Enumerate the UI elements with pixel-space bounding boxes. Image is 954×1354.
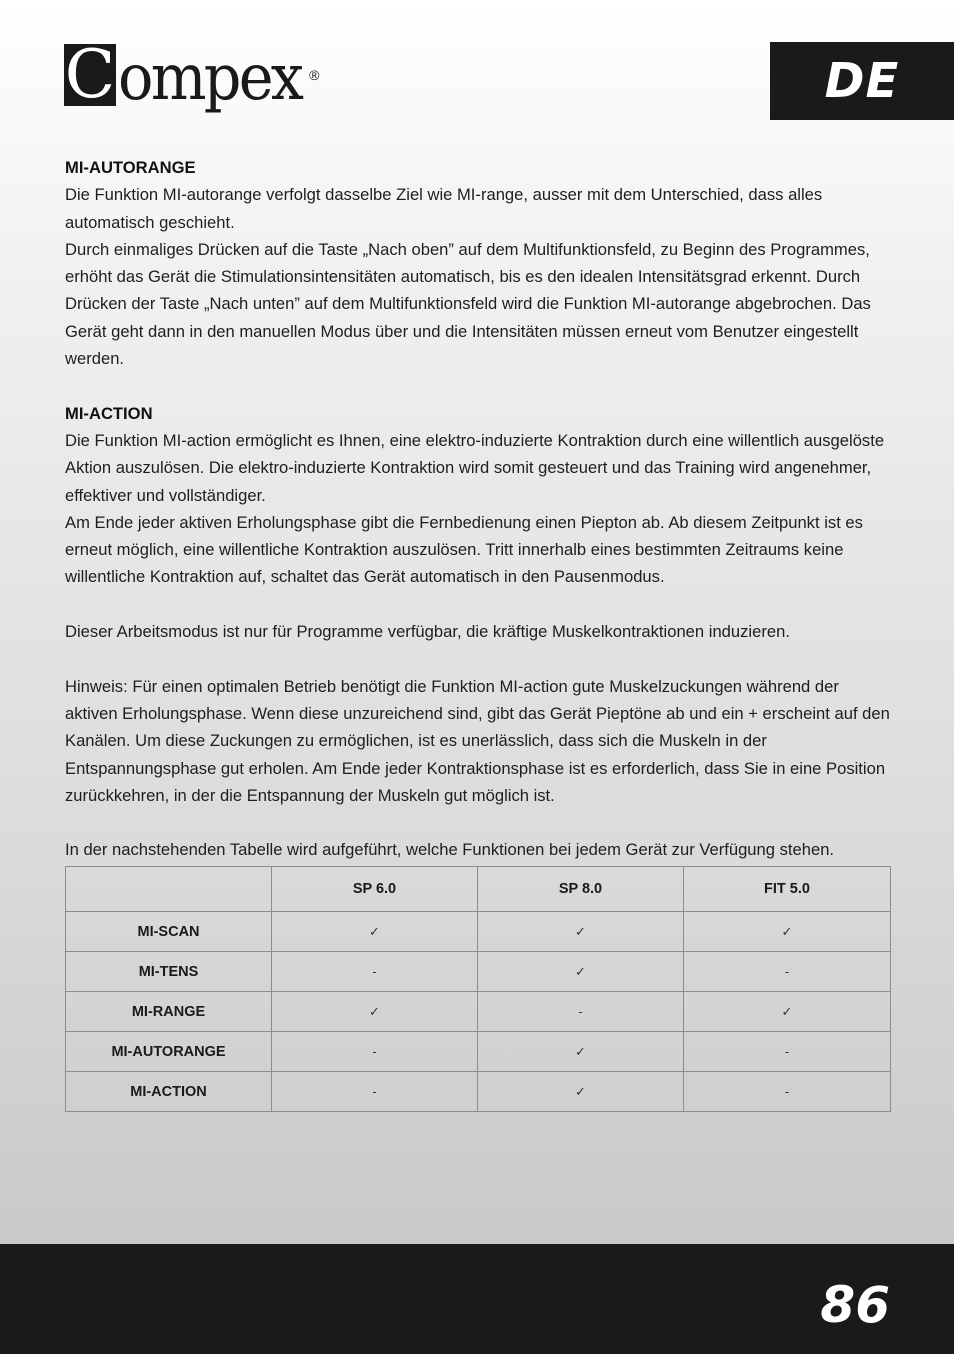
table-row-label: MI-AUTORANGE xyxy=(66,1032,272,1072)
paragraph: Am Ende jeder aktiven Erholungsphase gibt die Fernbedienung einen Piepton ab. Ab diesem Zeitpunkt ist es erneut möglich, eine willentliche Kontraktion auszulösen. Tritt innerhalb eines bestimmten Zeitraums keine willentliche Kontraktion auf, schaltet das Gerät automatisch in den Pausenmodus. xyxy=(65,512,863,587)
table-cell: ✓ xyxy=(478,1032,684,1072)
page-content xyxy=(65,154,895,864)
table-row xyxy=(66,912,891,952)
table-header-cell: FIT 5.0 xyxy=(684,867,891,912)
table-intro: In der nachstehenden Tabelle wird aufgeführt, welche Funktionen bei jedem Gerät zur Verfügung stehen. xyxy=(65,840,835,860)
section-title-action: MI-ACTION xyxy=(65,403,153,423)
paragraph: Die Funktion MI-action ermöglicht es Ihnen, eine elektro-induzierte Kontraktion durch eine willentlich ausgelöste Aktion auszulösen. Die elektro-induzierte Kontraktion wird somit gesteuert und das Training wird angenehmer, effektiver und vollständiger. xyxy=(65,430,885,505)
table-cell: ✓ xyxy=(684,912,891,952)
table-cell: - xyxy=(478,992,684,1032)
table-cell: - xyxy=(272,952,478,992)
registered-mark: ® xyxy=(309,67,320,83)
section-title-autorange: MI-AUTORANGE xyxy=(65,158,196,177)
table-cell: ✓ xyxy=(684,992,891,1032)
logo-text: ompex xyxy=(118,41,302,115)
table-cell: - xyxy=(272,1032,478,1072)
table-header-cell: SP 6.0 xyxy=(272,867,478,912)
table-cell: - xyxy=(684,1072,891,1112)
page-number: 86 xyxy=(820,1276,890,1334)
table-row xyxy=(66,992,891,1032)
table-cell: ✓ xyxy=(272,912,478,952)
table-cell: ✓ xyxy=(478,1072,684,1112)
table-cell: ✓ xyxy=(478,912,684,952)
paragraph: Durch einmaliges Drücken auf die Taste „Nach oben” auf dem Multifunktionsfeld, zu Beginn des Programmes, erhöht das Gerät die Stimulationsintensitäten automatisch, bis es den idealen Intensitätsgrad erkennt. Durch Drücken der Taste „Nach unten” auf dem Multifunktionsfeld wird die Funktion MI-autorange abgebrochen. Das Gerät geht dann in den manuellen Modus über und die Intensitäten müssen erneut vom Benutzer eingestellt werden. xyxy=(65,239,871,369)
table-header-cell: SP 8.0 xyxy=(478,867,684,912)
table-header-row xyxy=(66,867,891,912)
logo-initial: C xyxy=(64,44,116,106)
table-cell: ✓ xyxy=(272,992,478,1032)
table-row-label: MI-RANGE xyxy=(66,992,272,1032)
table-row-label: MI-ACTION xyxy=(66,1072,272,1112)
compex-logo xyxy=(64,41,320,120)
table-cell: - xyxy=(272,1072,478,1112)
table-row xyxy=(66,1072,891,1112)
language-tab: DE xyxy=(770,42,954,120)
function-availability-table xyxy=(65,866,891,1112)
page-footer xyxy=(0,1244,954,1354)
table-cell: - xyxy=(684,952,891,992)
table-header-cell xyxy=(66,867,272,912)
note-paragraph: Hinweis: Für einen optimalen Betrieb benötigt die Funktion MI-action gute Muskelzuckungen während der aktiven Erholungsphase. Wenn diese unzureichend sind, gibt das Gerät Pieptöne ab und ein + erscheint auf den Kanälen. Um diese Zuckungen zu ermöglichen, ist es unerlässlich, dass sich die Muskeln in der Entspannungsphase gut erholen. Am Ende jeder Kontraktionsphase ist es erforderlich, dass Sie in eine Position zurückkehren, in der die Entspannung der Muskeln gut möglich ist. xyxy=(65,676,890,805)
table-row-label: MI-TENS xyxy=(66,952,272,992)
table-cell: - xyxy=(684,1032,891,1072)
table-row-label: MI-SCAN xyxy=(66,912,272,952)
table-row xyxy=(66,952,891,992)
paragraph: Die Funktion MI-autorange verfolgt dasselbe Ziel wie MI-range, ausser mit dem Unterschied, dass alles automatisch geschieht. xyxy=(65,185,823,232)
table-row xyxy=(66,1032,891,1072)
table-cell: ✓ xyxy=(478,952,684,992)
paragraph: Dieser Arbeitsmodus ist nur für Programme verfügbar, die kräftige Muskelkontraktionen induzieren. xyxy=(65,622,790,642)
